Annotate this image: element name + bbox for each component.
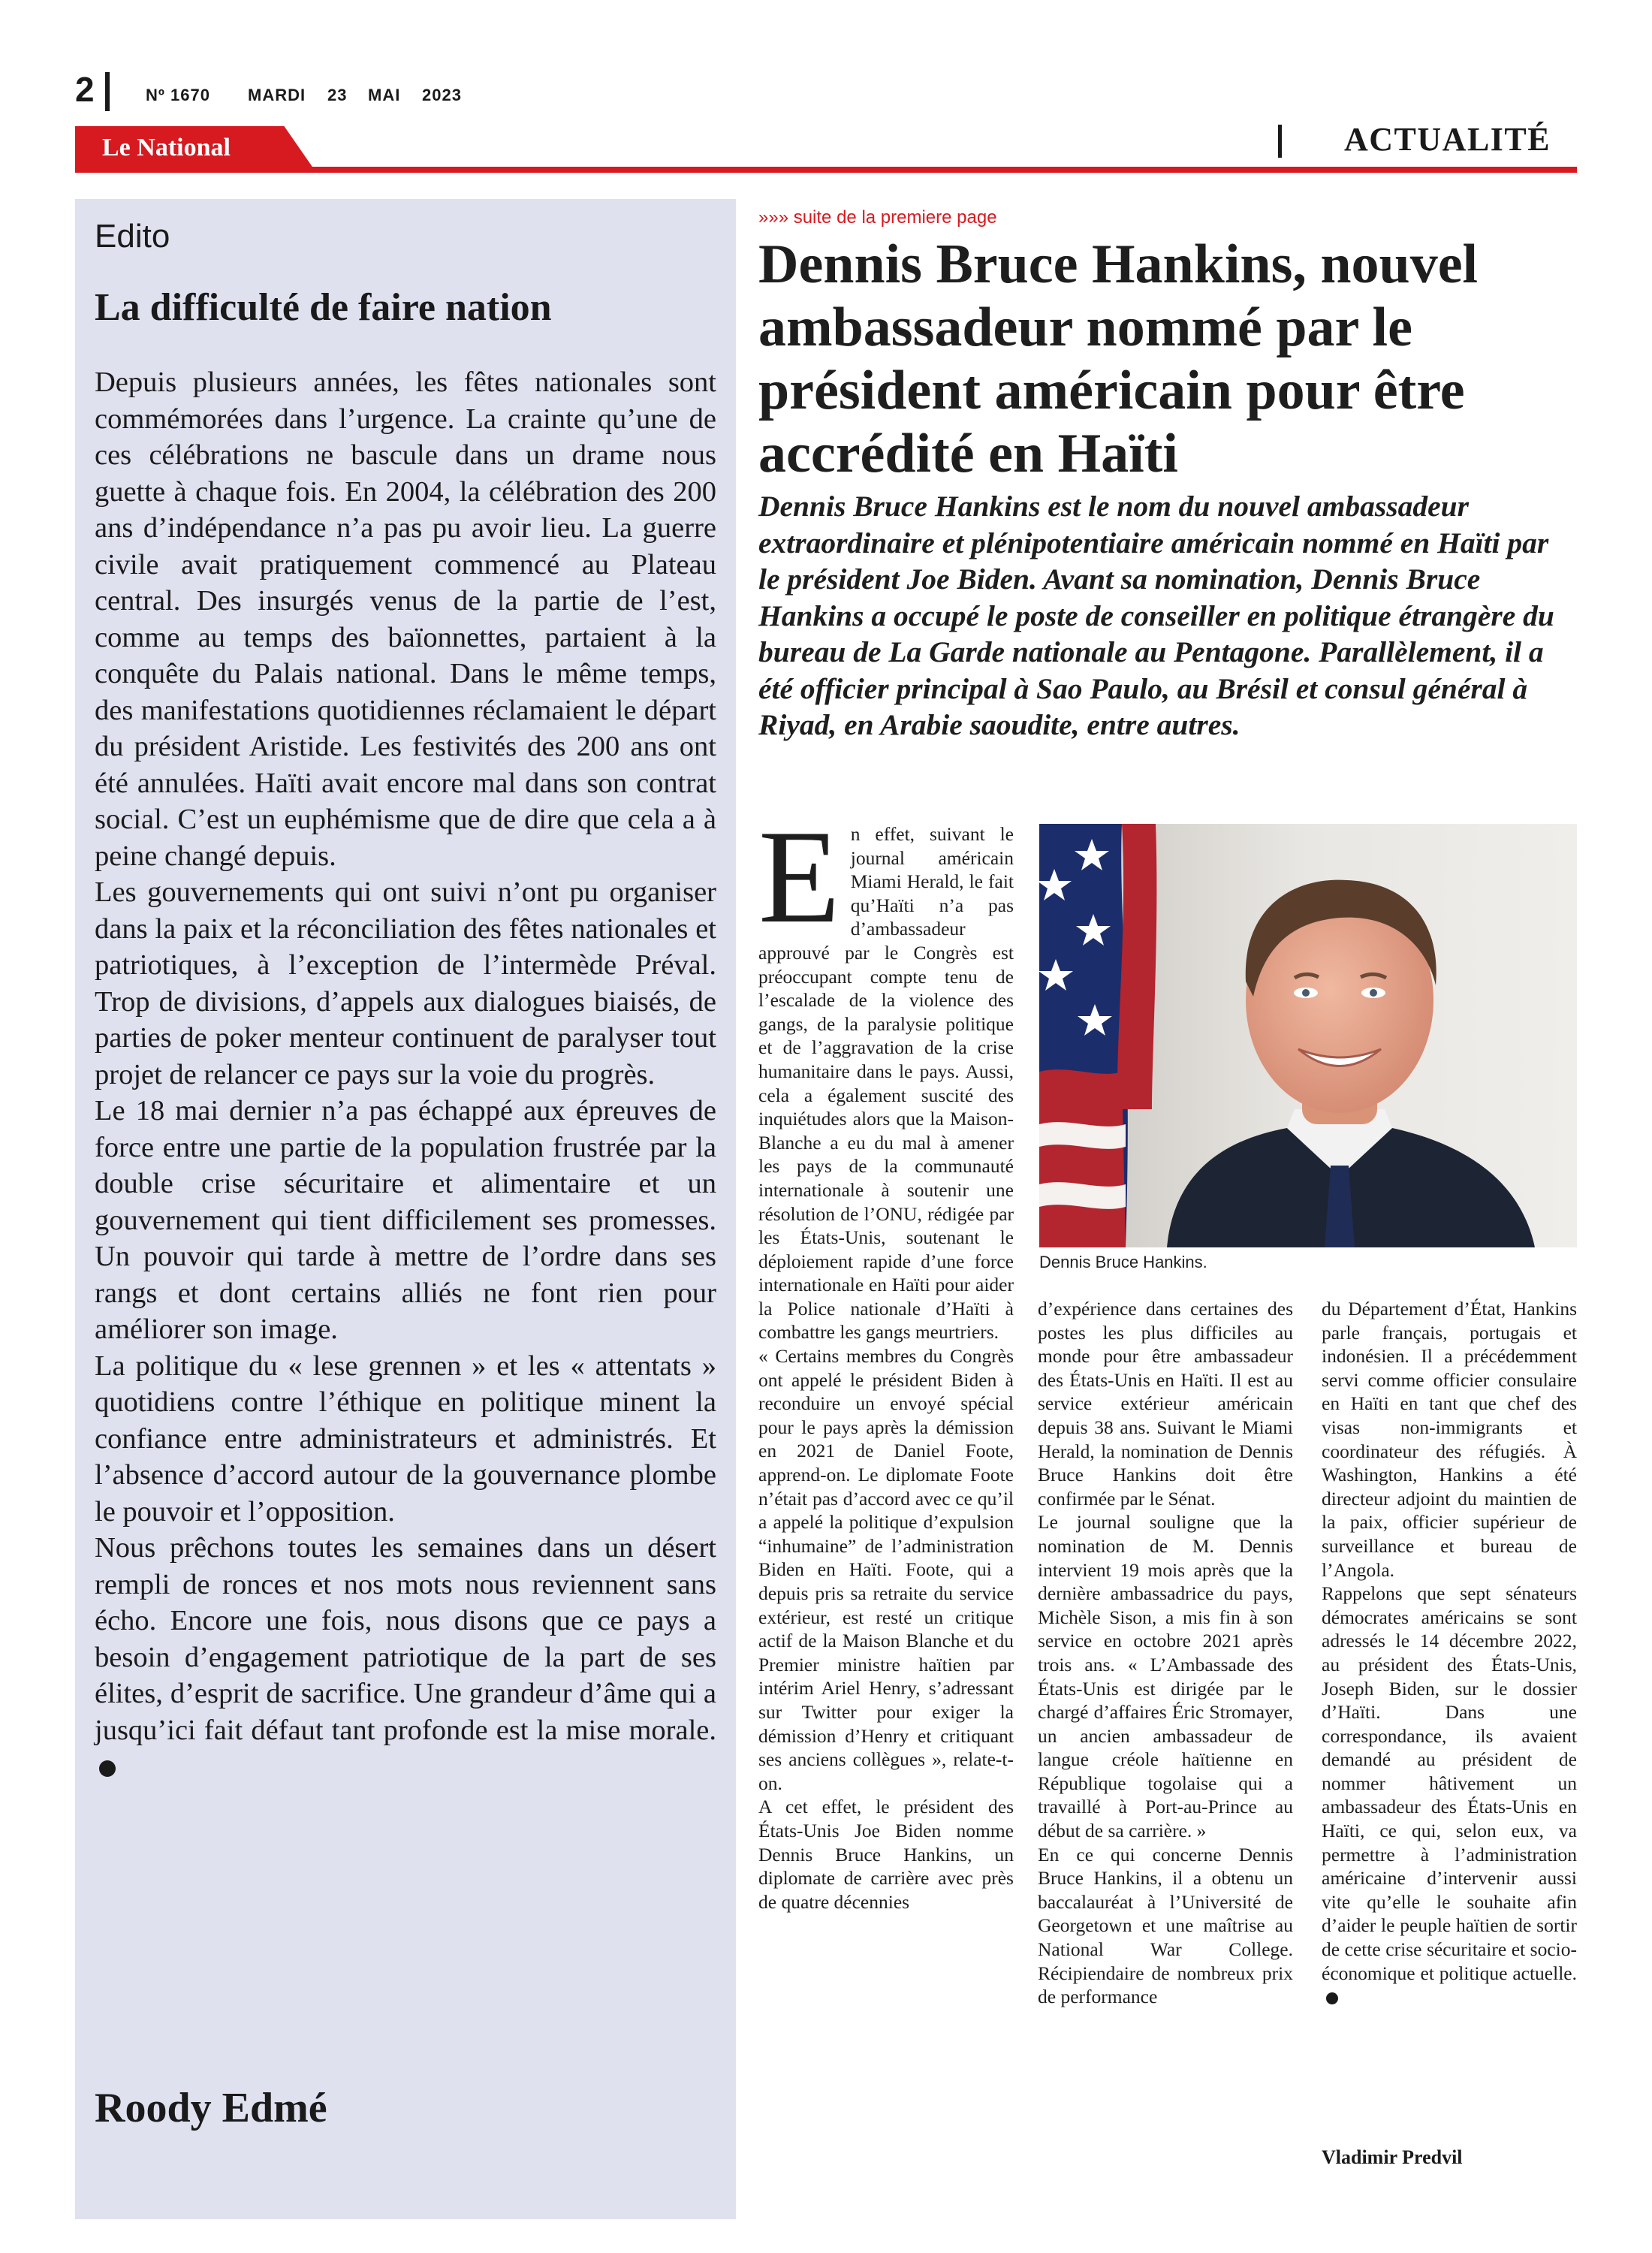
article-paragraph: du Département d’État, Hankins parle français, portugais et indonésien. Il a précédemment servi comme officier consulaire en Haïti en tant que chef des visas non-immigrants et coordinateur des réfugiés. À Washington, Hankins a été directeur adjoint du maintien de la paix, officier supérieur de surveillance et bureau de l’Angola. <box>1322 1298 1577 1581</box>
edito-paragraph-text: Nous prêchons toutes les semaines dans un désert rempli de ronces et nos mots nous reviennent sans écho. Encore une fois, nous disons que ce pays a besoin d’engagement patriotique de la part de ses élites, d’esprit de sacrifice. Une grandeur d’âme qui a jusqu’ici fait défaut tant profonde est la mise morale. <box>95 1532 716 1746</box>
drop-cap: E <box>758 802 840 951</box>
edito-paragraph: Depuis plusieurs années, les fêtes nationales sont commémorées dans l’urgence. La crainte qu’une de ces célébrations ne bascule dans un drame nous guette à chaque fois. En 2004, la célébration des 200 ans d’indépendance n’a pas pu avoir lieu. La guerre civile avait pratiquement commencé au Plateau central. Des insurgés venus de la partie de l’est, comme au temps des baïonnettes, partaient à la conquête du Palais national. Dans le même temps, des manifestations quotidiennes réclamaient le départ du président Aristide. Les festivités des 200 ans ont été annulées. Haïti avait encore mal dans son contrat social. C’est un euphémisme que de dire que cela a à peine changé depuis. <box>95 366 716 872</box>
article-paragraph-last <box>1322 1582 1577 2009</box>
article-paragraph: En ce qui concerne Dennis Bruce Hankins, il a obtenu un baccalauréat à l’Université de Georgetown et une maîtrise au National War College. Récipiendaire de nombreux prix de performance <box>1038 1843 1293 2008</box>
article-column-3 <box>1322 1297 1577 2009</box>
edito-paragraph-last <box>95 1530 716 1785</box>
section-name: ACTUALITÉ <box>1344 121 1551 158</box>
article-paragraph-text: n effet, suivant le journal américain Miami Herald, le fait qu’Haïti n’a pas d’ambassadeur approuvé par le Congrès est préoccupant compte tenu de l’escalade de la violence des gangs, de la paralysie politique et de l’aggravation de la crise humanitaire dans le pays. Aussi, cela a également suscité des inquiétudes alors que la Maison-Blanche a eu du mal à amener les pays de la communauté internationale à soutenir une résolution de l’ONU, rédigée par les États-Unis, soutenant le déploiement rapide d’une force internationale en Haïti pour aider la Police nationale d’Haïti à combattre les gangs meurtriers. <box>758 823 1014 1344</box>
article-headline: Dennis Bruce Hankins, nouvel ambassadeur nommé par le président américain pour être accrédité en Haïti <box>758 234 1479 484</box>
edito-title: La difficulté de faire nation <box>95 286 552 329</box>
article-paragraph: A cet effet, le président des États-Unis Joe Biden nomme Dennis Bruce Hankins, un diplomate de carrière avec près de quatre décennies <box>758 1796 1014 1913</box>
continued-from-front: »»» suite de la premiere page <box>758 207 997 228</box>
issue-number: Nº 1670 <box>146 86 210 104</box>
article-paragraph: Le journal souligne que la nomination de M. Dennis intervient 19 mois après que la dernière ambassadrice du pays, Michèle Sison, a mis fin à son service en octobre 2021 après trois ans. « L’Ambassade des États-Unis est dirigée par le chargé d’affaires Éric Stromayer, un ancien ambassadeur de langue créole haïtienne en République togolaise qui a travaillé à Port-au-Prince au début de sa carrière. » <box>1038 1511 1293 1842</box>
issue-month: MAI <box>368 86 401 104</box>
end-mark-icon <box>1326 1992 1338 2004</box>
article-paragraph-text: Rappelons que sept sénateurs démocrates américains se sont adressés le 14 décembre 2022, au président des États-Unis, Joseph Biden, sur le dossier d’Haïti. Dans une correspondance, ils avaient demandé au président de nommer hâtivement un ambassadeur des États-Unis en Haïti, ce qui, selon eux, va permettre à l’administration américaine d’intervenir aussi vite qu’elle le souhaite afin d’aider le peuple haïtien de sortir de cette crise sécuritaire et socio-économique et politique actuelle. <box>1322 1582 1577 1984</box>
article-lede: Dennis Bruce Hankins est le nom du nouvel ambassadeur extraordinaire et plénipotentiaire américain nommé en Haïti par le président Joe Biden. Avant sa nomination, Dennis Bruce Hankins a occupé le poste de conseiller en politique étrangère du bureau de La Garde nationale au Pentagone. Parallèlement, il a été officier principal à Sao Paulo, au Brésil et consul général à Riyad, en Arabie saoudite, entre autres. <box>758 490 1554 741</box>
edito-paragraph: La politique du « lese grennen » et les « attentats » quotidiens contre l’éthique en politique minent la confiance entre administrateurs et administrés. Et l’absence d’accord autour de la gouvernance plombe le pouvoir et l’opposition. <box>95 1350 716 1528</box>
edito-author: Roody Edmé <box>95 2085 327 2131</box>
photo-caption: Dennis Bruce Hankins. <box>1039 1253 1207 1271</box>
newspaper-name: Le National <box>102 134 231 161</box>
portrait-photo <box>1039 824 1577 1247</box>
page-number: 2 <box>75 70 95 109</box>
edito-paragraph: Le 18 mai dernier n’a pas échappé aux épreuves de force entre une partie de la population frustrée par la double crise sécuritaire et alimentaire et un gouvernement qui tient difficilement ses promesses. Un pouvoir qui tarde à mettre de l’ordre dans ses rangs et dont certains alliés ne font rien pour améliorer son image. <box>95 1095 716 1345</box>
edito-body <box>95 364 716 1785</box>
article-paragraph: d’expérience dans certaines des postes les plus difficiles au monde pour être ambassadeur des États-Unis en Haïti. Il est au service extérieur américain depuis 38 ans. Suivant le Miami Herald, la nomination de Dennis Bruce Hankins doit être confirmée par le Sénat. <box>1038 1298 1293 1510</box>
end-mark-icon <box>99 1760 116 1777</box>
article-paragraph: « Certains membres du Congrès ont appelé le président Biden à reconduire un envoyé spécial pour le pays après la démission en 2021 de Daniel Foote, apprend-on. Le diplomate Foote n’était pas d’accord avec ce qu’il a appelé la politique d’expulsion “inhumaine” de l’administration Biden en Haïti. Foote, qui a depuis pris sa retraite du service extérieur, est resté un critique actif de la Maison Blanche et du Premier ministre haïtien par intérim Ariel Henry, s’adressant sur Twitter pour exiger la démission d’Henry et critiquant ses anciens collègues », relate-t-on. <box>758 1345 1014 1794</box>
portrait-photo-image <box>1039 824 1577 1247</box>
article-paragraph <box>758 802 1014 1344</box>
issue-day: MARDI <box>248 86 306 104</box>
header-rule <box>75 167 1577 173</box>
article-column-1 <box>758 802 1014 1914</box>
section-divider <box>1278 125 1282 158</box>
article-column-2 <box>1038 1297 1293 2009</box>
issue-date-day: 23 <box>327 86 348 104</box>
page-number-divider <box>105 72 110 111</box>
article-byline: Vladimir Predvil <box>1322 2146 1463 2168</box>
issue-year: 2023 <box>422 86 462 104</box>
edito-paragraph: Les gouvernements qui ont suivi n’ont pu organiser dans la paix et la réconciliation des fêtes nationales et patriotiques, à l’exception de l’intermède Préval. Trop de divisions, d’appels aux dialogues biaisés, de parties de poker menteur continuent de paralyser tout projet de relancer ce pays sur la voie du progrès. <box>95 876 716 1090</box>
edito-label: Edito <box>95 218 170 255</box>
